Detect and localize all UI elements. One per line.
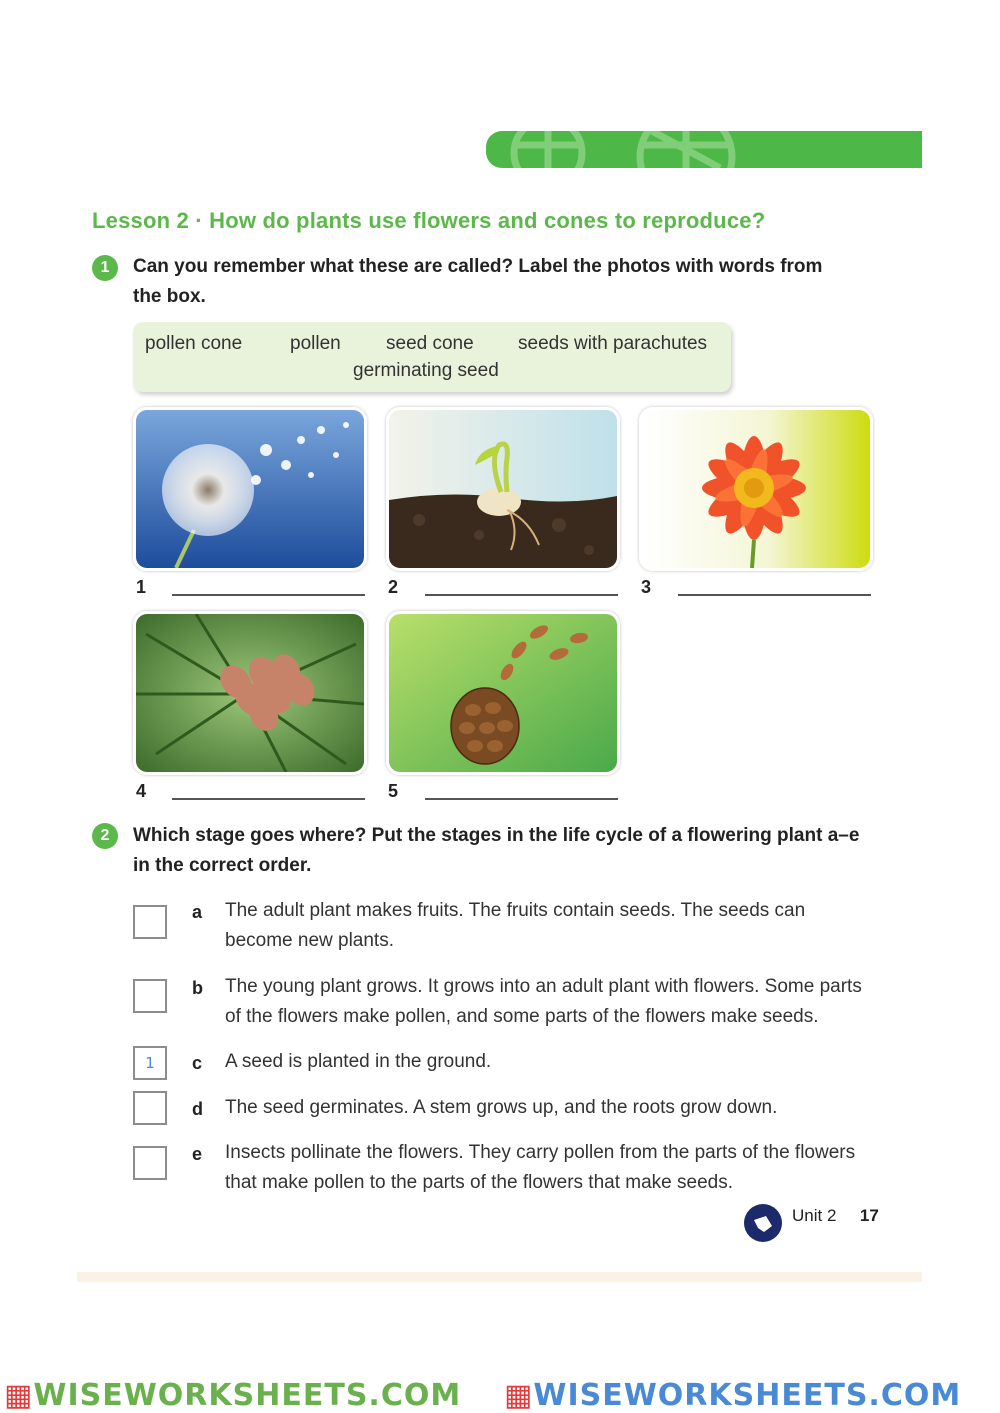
stage-text-d bbox=[225, 1093, 895, 1123]
stage-line: become new plants. bbox=[225, 930, 394, 951]
photo-number: 5 bbox=[388, 781, 399, 801]
answer-line-1[interactable] bbox=[172, 594, 365, 596]
stage-line: of the flowers make pollen, and some parts of the flowers make seeds. bbox=[225, 1006, 819, 1027]
stage-text-e bbox=[225, 1138, 895, 1198]
question-2-text bbox=[133, 821, 859, 881]
question-1-line-1: Can you remember what these are called? Label the photos with words from bbox=[133, 256, 823, 277]
globe-decoration-icon bbox=[486, 131, 922, 168]
photo-seed-cone bbox=[386, 611, 620, 775]
word-box-item: pollen bbox=[290, 333, 341, 354]
stage-line: The young plant grows. It grows into an adult plant with flowers. Some parts bbox=[225, 976, 862, 997]
lesson-title: Lesson 2 · How do plants use flowers and cones to reproduce? bbox=[92, 208, 766, 233]
word-box-item: pollen cone bbox=[145, 333, 243, 354]
stage-line: A seed is planted in the ground. bbox=[225, 1051, 492, 1072]
photo-number: 2 bbox=[388, 577, 399, 597]
watermark-logo-text: ▦WISEWORKSHEETS.COM bbox=[504, 1378, 962, 1413]
stage-text-c bbox=[225, 1047, 895, 1077]
order-box-b[interactable] bbox=[133, 979, 167, 1013]
stage-letter: d bbox=[192, 1099, 203, 1119]
question-2-line-2: in the correct order. bbox=[133, 855, 312, 876]
stage-letter: b bbox=[192, 978, 203, 998]
photo-number: 3 bbox=[641, 577, 652, 597]
photo-dandelion-seeds bbox=[133, 407, 367, 571]
word-box bbox=[133, 322, 731, 392]
unit-label: Unit 2 bbox=[792, 1206, 837, 1225]
word-box-item: seed cone bbox=[386, 333, 474, 354]
question-1-text bbox=[133, 252, 822, 312]
order-box-c[interactable]: 1 bbox=[133, 1046, 167, 1080]
question-1-number: 1 bbox=[92, 255, 118, 281]
stage-line: Insects pollinate the flowers. They carry pollen from the parts of the flowers bbox=[225, 1142, 856, 1163]
stage-line: The adult plant makes fruits. The fruits contain seeds. The seeds can bbox=[225, 900, 806, 921]
header-banner bbox=[486, 131, 922, 168]
stage-letter: e bbox=[192, 1144, 203, 1164]
word-box-item: seeds with parachutes bbox=[518, 333, 708, 354]
stage-text-b bbox=[225, 972, 895, 1032]
word-box-item: germinating seed bbox=[353, 360, 499, 381]
question-1-line-2: the box. bbox=[133, 286, 206, 307]
watermark-logo-text: ▦WISEWORKSHEETS.COM bbox=[4, 1378, 462, 1413]
answer-line-3[interactable] bbox=[678, 594, 871, 596]
unit-badge-icon bbox=[744, 1204, 782, 1242]
watermark-strip bbox=[0, 1376, 1000, 1413]
answer-line-2[interactable] bbox=[425, 594, 618, 596]
page-number: 17 bbox=[859, 1206, 879, 1225]
stage-text-a bbox=[225, 896, 895, 956]
answer-line-5[interactable] bbox=[425, 798, 618, 800]
stage-line: The seed germinates. A stem grows up, and the roots grow down. bbox=[225, 1097, 778, 1118]
stage-letter: a bbox=[192, 902, 203, 922]
photo-germinating-seed bbox=[386, 407, 620, 571]
photo-number: 4 bbox=[136, 781, 147, 801]
unit-page-label bbox=[792, 1206, 879, 1226]
order-box-d[interactable] bbox=[133, 1091, 167, 1125]
question-2-number: 2 bbox=[92, 823, 118, 849]
answer-line-4[interactable] bbox=[172, 798, 365, 800]
bottom-band bbox=[77, 1272, 922, 1282]
photo-number: 1 bbox=[136, 577, 147, 597]
photo-flower bbox=[639, 407, 873, 571]
order-box-e[interactable] bbox=[133, 1146, 167, 1180]
question-2-line-1: Which stage goes where? Put the stages in the life cycle of a flowering plant a–e bbox=[133, 825, 860, 846]
stage-line: that make pollen to the parts of the flowers that make seeds. bbox=[225, 1172, 733, 1193]
stage-letter: c bbox=[192, 1053, 203, 1073]
photo-pollen-cone bbox=[133, 611, 367, 775]
order-box-a[interactable] bbox=[133, 905, 167, 939]
